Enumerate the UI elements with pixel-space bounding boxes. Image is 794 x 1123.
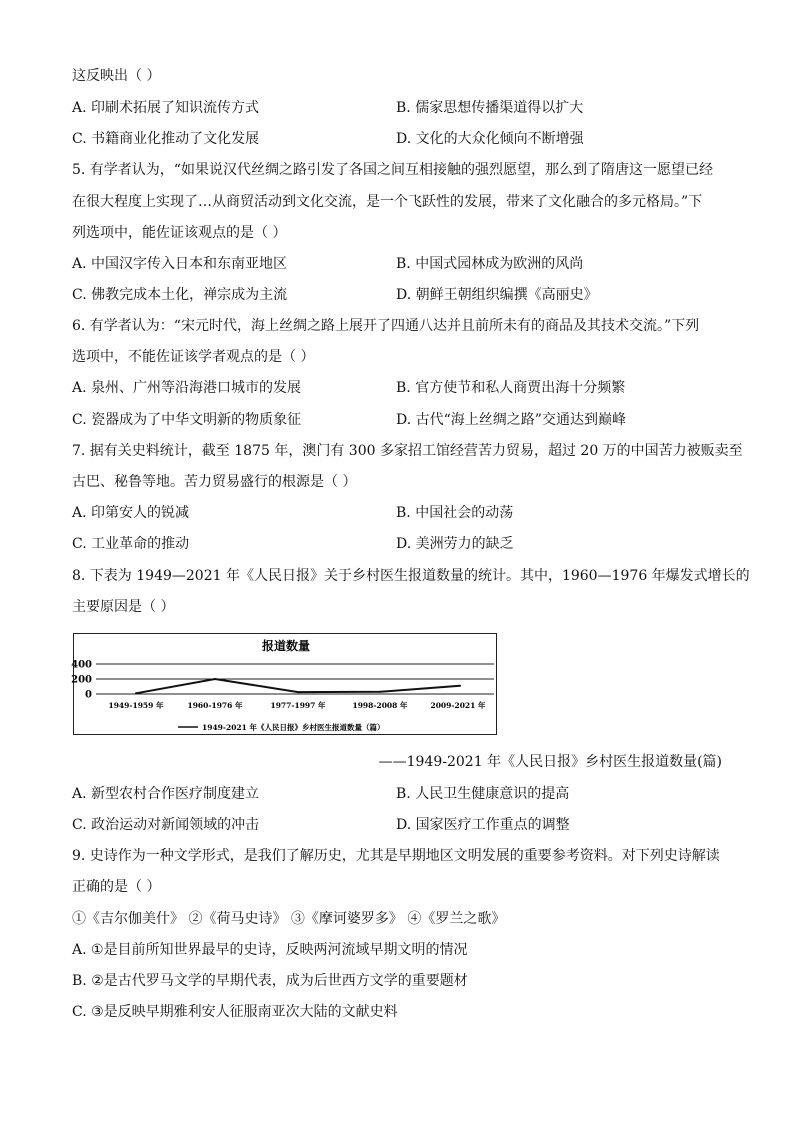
q7-option-d[interactable]: D. 美洲劳力的缺乏 bbox=[396, 536, 514, 552]
question-7-line-1: 7. 据有关史料统计，截至 1875 年，澳门有 300 多家招工馆经营苦力贸易，超过 20 万的中国苦力被贩卖至 bbox=[72, 443, 743, 459]
data-point bbox=[459, 685, 461, 687]
question-7-line-2: 古巴、秘鲁等地。苦力贸易盛行的根源是（ ） bbox=[72, 474, 357, 490]
x-tick-label: 1960-1976 年 bbox=[187, 701, 243, 710]
question-9-line-2: 正确的是（ ） bbox=[72, 879, 161, 895]
q9-option-a[interactable]: A. ①是目前所知世界最早的史诗，反映两河流域早期文明的情况 bbox=[72, 942, 468, 958]
q9-option-c[interactable]: C. ③是反映早期雅利安人征服南亚次大陆的文献史料 bbox=[72, 1004, 398, 1020]
q4-option-c[interactable]: C. 书籍商业化推动了文化发展 bbox=[72, 131, 260, 147]
question-5-line-2: 在很大程度上实现了…从商贸活动到文化交流，是一个飞跃性的发展，带来了文化融合的多元格局。”下 bbox=[72, 194, 703, 210]
q8-option-b[interactable]: B. 人民卫生健康意识的提高 bbox=[396, 786, 570, 802]
data-point bbox=[214, 678, 216, 680]
x-tick-label: 2009-2021 年 bbox=[430, 701, 486, 710]
legend-label: 1949-2021 年《人民日报》乡村医生报道数量（篇） bbox=[202, 723, 385, 732]
y-tick-label: 400 bbox=[71, 659, 92, 671]
question-5-line-1: 5. 有学者认为，“如果说汉代丝绸之路引发了各国之间互相接触的强烈愿望，那么到了隋唐这一愿望已经 bbox=[72, 162, 713, 178]
q7-option-a[interactable]: A. 印第安人的锐减 bbox=[72, 505, 190, 521]
chart-caption: ——1949-2021 年《人民日报》乡村医生报道数量(篇) bbox=[378, 754, 722, 770]
report-count-chart bbox=[73, 633, 497, 735]
q5-option-d[interactable]: D. 朝鲜王朝组织编撰《高丽史》 bbox=[396, 287, 598, 303]
q8-option-c[interactable]: C. 政治运动对新闻领域的冲击 bbox=[72, 817, 260, 833]
data-point bbox=[297, 691, 299, 693]
question-6-line-2: 选项中，不能佐证该学者观点的是（ ） bbox=[72, 349, 315, 365]
question-9-line-1: 9. 史诗作为一种文学形式，是我们了解历史，尤其是早期地区文明发展的重要参考资料。对下列史诗解读 bbox=[72, 848, 720, 864]
data-point bbox=[379, 691, 381, 693]
q5-option-a[interactable]: A. 中国汉字传入日本和东南亚地区 bbox=[72, 256, 288, 272]
q8-option-d[interactable]: D. 国家医疗工作重点的调整 bbox=[396, 817, 570, 833]
q4-option-b[interactable]: B. 儒家思想传播渠道得以扩大 bbox=[396, 100, 584, 116]
q5-option-c[interactable]: C. 佛教完成本土化，禅宗成为主流 bbox=[72, 287, 288, 303]
q7-option-b[interactable]: B. 中国社会的动荡 bbox=[396, 505, 514, 521]
q4-option-a[interactable]: A. 印刷术拓展了知识流传方式 bbox=[72, 100, 260, 116]
y-tick-label: 0 bbox=[85, 689, 92, 701]
line-chart bbox=[71, 634, 498, 736]
q6-option-a[interactable]: A. 泉州、广州等沿海港口城市的发展 bbox=[72, 380, 302, 396]
y-tick-label: 200 bbox=[71, 674, 92, 686]
x-tick-label: 1949-1959 年 bbox=[108, 701, 164, 710]
x-tick-label: 1998-2008 年 bbox=[352, 701, 408, 710]
data-point bbox=[135, 692, 137, 694]
question-6-line-1: 6. 有学者认为：“宋元时代，海上丝绸之路上展开了四通八达并且前所未有的商品及其技术交流。”下列 bbox=[72, 318, 700, 334]
q6-option-d[interactable]: D. 古代“海上丝绸之路”交通达到巅峰 bbox=[396, 412, 626, 428]
q9-option-b[interactable]: B. ②是古代罗马文学的早期代表，成为后世西方文学的重要题材 bbox=[72, 973, 468, 989]
question-9-epics: ①《吉尔伽美什》 ②《荷马史诗》 ③《摩诃婆罗多》 ④《罗兰之歌》 bbox=[72, 911, 506, 927]
q6-option-b[interactable]: B. 官方使节和私人商贾出海十分频繁 bbox=[396, 380, 626, 396]
question-8-line-1: 8. 下表为 1949—2021 年《人民日报》关于乡村医生报道数量的统计。其中，1960—1976 年爆发式增长的 bbox=[72, 568, 750, 584]
question-5-line-3: 列选项中，能佐证该观点的是（ ） bbox=[72, 225, 287, 241]
q5-option-b[interactable]: B. 中国式园林成为欧洲的风尚 bbox=[396, 256, 584, 272]
q7-option-c[interactable]: C. 工业革命的推动 bbox=[72, 536, 190, 552]
q6-option-c[interactable]: C. 瓷器成为了中华文明新的物质象征 bbox=[72, 412, 302, 428]
q4-option-d[interactable]: D. 文化的大众化倾向不断增强 bbox=[396, 131, 584, 147]
x-tick-label: 1977-1997 年 bbox=[270, 701, 326, 710]
question-4-tail: 这反映出（ ） bbox=[72, 68, 161, 84]
q8-option-a[interactable]: A. 新型农村合作医疗制度建立 bbox=[72, 786, 260, 802]
chart-title: 报道数量 bbox=[261, 639, 311, 653]
question-8-line-2: 主要原因是（ ） bbox=[72, 599, 175, 615]
